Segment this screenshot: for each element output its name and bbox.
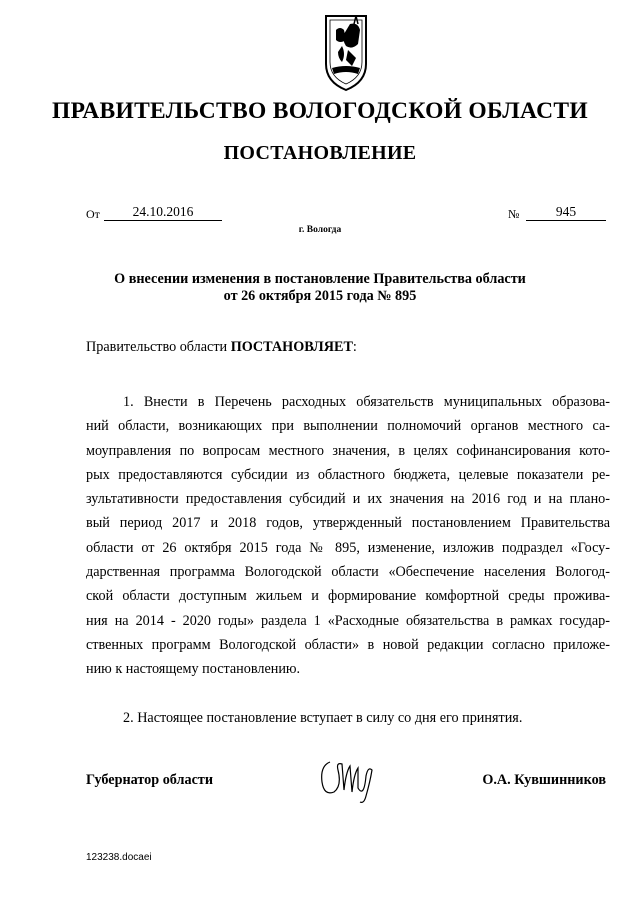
paragraph-2 — [86, 706, 610, 730]
date-label: От — [86, 207, 100, 221]
number-value: 945 — [526, 205, 606, 221]
number-label: № — [508, 207, 520, 221]
paragraph-line: области от 26 октября 2015 года № 895, изменение, изложив подраздел «Госу- — [86, 539, 610, 556]
intro-line — [86, 339, 357, 356]
document-subject — [60, 271, 580, 305]
handwritten-signature — [316, 752, 380, 806]
paragraph-line: нию к настоящему постановлению. — [86, 661, 301, 678]
city-label: г. Вологда — [298, 225, 342, 235]
signatory-title: Губернатор области — [86, 772, 214, 788]
paragraph-line: рых предоставляются субсидии из областного бюджета, целевые показатели ре- — [86, 466, 610, 483]
subject-line: от 26 октября 2015 года № 895 — [223, 288, 417, 304]
organization-title: ПРАВИТЕЛЬСТВО ВОЛОГОДСКОЙ ОБЛАСТИ — [52, 98, 588, 124]
vologda-coat-of-arms-icon — [322, 10, 370, 92]
paragraph-line: вый период 2017 и 2018 годов, утвержденный постановлением Правительства — [86, 515, 610, 532]
paragraph-line: ской области доступным жильем и формирование комфортной среды прожива- — [86, 588, 610, 605]
intro-emphasis: ПОСТАНОВЛЯЕТ — [230, 339, 353, 355]
signatory-name: О.А. Кувшинников — [482, 772, 606, 788]
paragraph-line: ния на 2014 - 2020 годы» раздела 1 «Расходные обязательства в рамках государ- — [86, 612, 610, 629]
intro-prefix: Правительство области — [86, 339, 231, 355]
paragraph-line: 1. Внести в Перечень расходных обязательств муниципальных образова- — [123, 394, 610, 410]
subject-line: О внесении изменения в постановление Правительства области — [114, 271, 526, 287]
document-type: ПОСТАНОВЛЕНИЕ — [223, 142, 417, 164]
paragraph-line: моуправления по вопросам местного значения, в целях софинансирования кото- — [86, 442, 610, 459]
paragraph-line: дарственная программа Вологодской области «Обеспечение населения Вологод- — [86, 564, 610, 581]
date-value: 24.10.2016 — [104, 205, 222, 221]
paragraph-line: ний области, возникающих при выполнении полномочий органов местного са- — [86, 418, 610, 435]
paragraph-line: зультативности предоставления субсидий и их значения на 2016 год и на плано- — [86, 491, 610, 508]
paragraph-line: 2. Настоящее постановление вступает в силу со дня его принятия. — [123, 710, 523, 726]
paragraph-1 — [86, 390, 610, 682]
file-code: 123238.docaei — [86, 852, 152, 863]
paragraph-line: ственных программ Вологодской области» в новой редакции согласно приложе- — [86, 636, 610, 653]
intro-suffix: : — [352, 339, 357, 355]
